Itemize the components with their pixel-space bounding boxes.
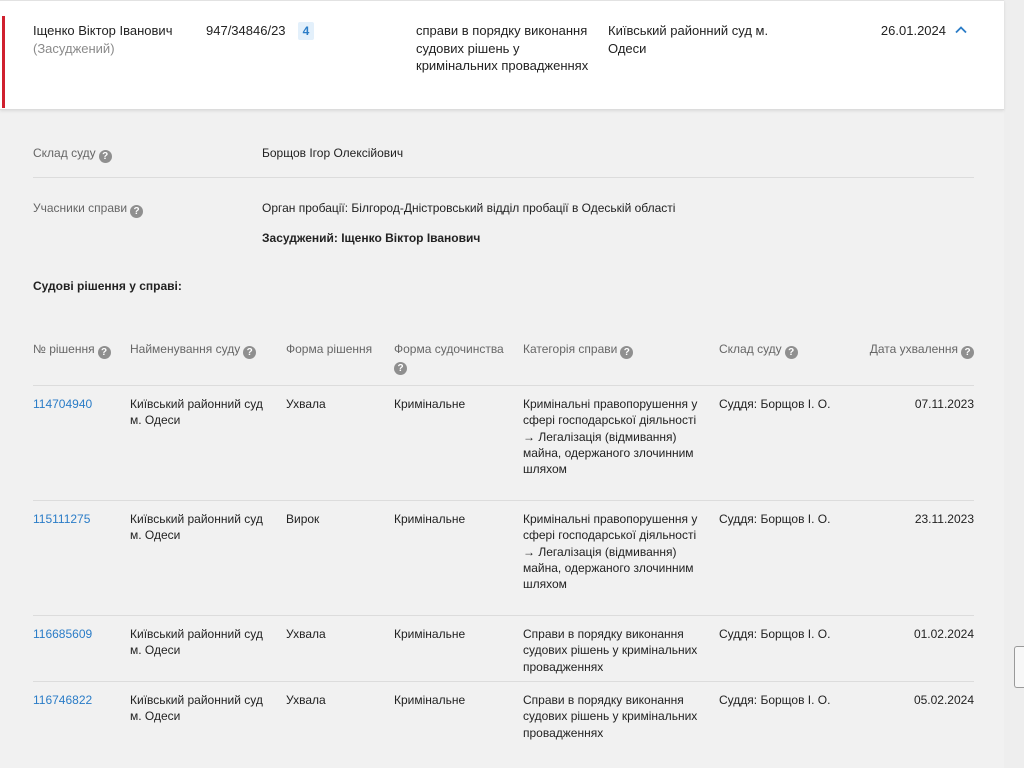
- composition-label: [33, 145, 112, 163]
- case-summary-row[interactable]: [0, 0, 1004, 110]
- decision-category: Кримінальні правопорушення у сфері господарської діяльності → Легалізація (відмивання) майна, одержаного злочинним шляхом: [523, 397, 698, 477]
- case-category: справи в порядку виконання судових рішень у кримінальних провадженнях: [416, 23, 589, 73]
- decision-proceeding: Кримінальне: [394, 512, 466, 526]
- question-circle-icon[interactable]: ?: [99, 150, 112, 163]
- header-category-text: Категорія справи: [523, 342, 618, 356]
- participant-probation: Орган пробації: Білгород-Дністровський відділ пробації в Одеській області: [262, 201, 676, 215]
- composition-label-text: Склад суду: [33, 146, 96, 160]
- header-composition: [719, 341, 798, 359]
- header-date: [834, 341, 974, 359]
- party-role: (Засуджений): [33, 41, 115, 56]
- header-number: [33, 341, 111, 359]
- composition-value: Борщов Ігор Олексійович: [262, 146, 404, 160]
- divider: [33, 177, 974, 178]
- header-composition-text: Склад суду: [719, 342, 782, 356]
- question-circle-icon[interactable]: ?: [620, 346, 633, 359]
- decision-form: Ухвала: [286, 627, 326, 641]
- decision-date: 07.11.2023: [914, 397, 974, 411]
- decision-court: Київський районний суд м. Одеси: [130, 512, 263, 543]
- decision-composition: Суддя: Борщов І. О.: [719, 627, 831, 641]
- question-circle-icon[interactable]: ?: [98, 346, 111, 359]
- decision-number-link[interactable]: 114704940: [33, 397, 93, 411]
- participants-label: [33, 200, 143, 218]
- question-circle-icon[interactable]: ?: [130, 205, 143, 218]
- row-divider: [33, 615, 974, 616]
- decisions-title: Судові рішення у справі:: [33, 279, 182, 293]
- decision-court: Київський районний суд м. Одеси: [130, 693, 263, 724]
- decision-number-link[interactable]: 116685609: [33, 627, 93, 641]
- case-court: Київський районний суд м. Одеси: [608, 23, 769, 56]
- decision-proceeding: Кримінальне: [394, 693, 466, 707]
- decision-date: 23.11.2023: [914, 512, 974, 526]
- decision-composition: Суддя: Борщов І. О.: [719, 512, 831, 526]
- question-circle-icon[interactable]: ?: [961, 346, 974, 359]
- header-proceeding: [394, 341, 516, 375]
- party-name: Іщенко Віктор Іванович: [33, 23, 173, 38]
- decision-category: Кримінальні правопорушення у сфері господарської діяльності → Легалізація (відмивання) майна, одержаного злочинним шляхом: [523, 512, 698, 592]
- case-accent-bar: [2, 16, 5, 108]
- scrollbar-handle[interactable]: [1014, 646, 1024, 688]
- decision-date: 01.02.2024: [913, 627, 974, 641]
- row-divider: [33, 500, 974, 501]
- header-date-text: Дата ухвалення: [869, 342, 958, 356]
- header-form: Форма рішення: [286, 342, 373, 356]
- question-circle-icon[interactable]: ?: [394, 362, 407, 375]
- participant-convicted: Засуджений: Іщенко Віктор Іванович: [262, 231, 481, 245]
- decision-form: Вирок: [286, 512, 320, 526]
- question-circle-icon[interactable]: ?: [243, 346, 256, 359]
- decision-number-link[interactable]: 116746822: [33, 693, 93, 707]
- table-divider: [33, 385, 974, 386]
- decision-category: Справи в порядку виконання судових рішень у кримінальних провадженнях: [523, 693, 698, 740]
- decision-court: Київський районний суд м. Одеси: [130, 627, 263, 658]
- decision-form: Ухвала: [286, 693, 326, 707]
- participants-label-text: Учасники справи: [33, 201, 128, 215]
- row-divider: [33, 681, 974, 682]
- header-category: [523, 341, 633, 359]
- question-circle-icon[interactable]: ?: [785, 346, 798, 359]
- decision-number-link[interactable]: 115111275: [33, 512, 91, 526]
- decision-composition: Суддя: Борщов І. О.: [719, 397, 831, 411]
- decision-composition: Суддя: Борщов І. О.: [719, 693, 831, 707]
- header-number-text: № рішення: [33, 342, 95, 356]
- decision-form: Ухвала: [286, 397, 326, 411]
- decision-date: 05.02.2024: [913, 693, 974, 707]
- decision-category: Справи в порядку виконання судових рішень у кримінальних провадженнях: [523, 627, 698, 674]
- header-proceeding-text: Форма судочинства: [394, 342, 504, 356]
- chevron-up-icon[interactable]: [953, 22, 969, 38]
- decision-court: Київський районний суд м. Одеси: [130, 397, 263, 428]
- case-date: 26.01.2024: [880, 23, 946, 38]
- decision-proceeding: Кримінальне: [394, 627, 466, 641]
- decision-proceeding: Кримінальне: [394, 397, 466, 411]
- header-court-text: Найменування суду: [130, 342, 241, 356]
- header-court: [130, 341, 256, 359]
- decisions-count-badge: 4: [298, 22, 314, 40]
- case-number: 947/34846/23: [206, 23, 286, 38]
